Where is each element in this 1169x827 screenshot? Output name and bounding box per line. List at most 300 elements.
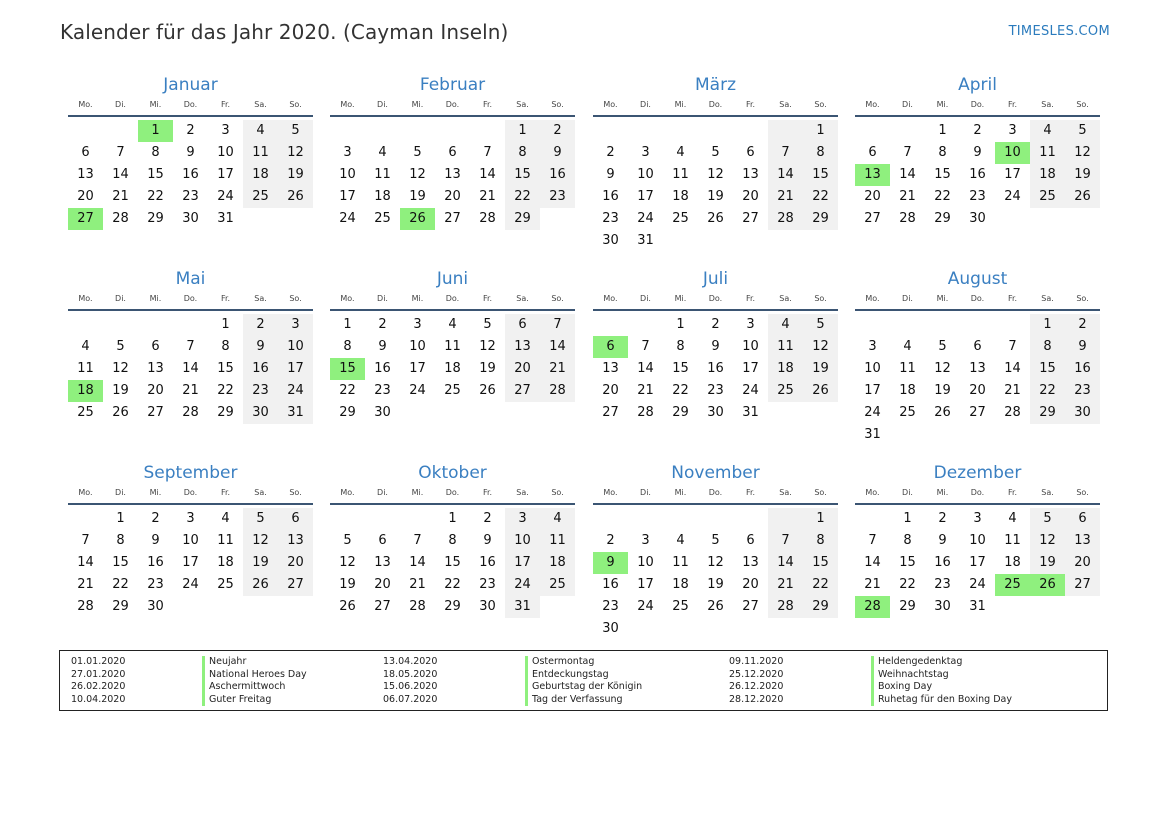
day-cell[interactable]: 19 (409, 189, 426, 204)
day-cell[interactable]: 23 (602, 211, 619, 226)
day-cell[interactable]: 25 (444, 383, 461, 398)
day-cell[interactable]: 5 (116, 339, 125, 354)
day-cell[interactable]: 6 (1065, 508, 1100, 530)
day-cell[interactable]: 1 (903, 511, 912, 526)
day-cell[interactable]: 25 (1030, 186, 1065, 208)
day-cell[interactable]: 20 (444, 189, 461, 204)
day-cell[interactable]: 10 (864, 361, 881, 376)
day-cell[interactable]: 11 (899, 361, 916, 376)
day-cell[interactable]: 26 (1030, 574, 1065, 596)
day-cell[interactable]: 4 (378, 145, 387, 160)
day-cell[interactable]: 15 (899, 555, 916, 570)
day-cell[interactable]: 17 (182, 555, 199, 570)
day-cell[interactable]: 2 (938, 511, 947, 526)
day-cell[interactable]: 2 (606, 145, 615, 160)
day-cell[interactable]: 19 (339, 577, 356, 592)
day-cell[interactable]: 3 (343, 145, 352, 160)
day-cell[interactable]: 15 (934, 167, 951, 182)
day-cell[interactable]: 7 (81, 533, 90, 548)
day-cell[interactable]: 12 (278, 142, 313, 164)
day-cell[interactable]: 28 (855, 596, 890, 618)
day-cell[interactable]: 3 (868, 339, 877, 354)
day-cell[interactable]: 14 (479, 167, 496, 182)
day-cell[interactable]: 6 (448, 145, 457, 160)
day-cell[interactable]: 30 (602, 233, 619, 248)
day-cell[interactable]: 13 (147, 361, 164, 376)
day-cell[interactable]: 25 (899, 405, 916, 420)
day-cell[interactable]: 23 (1065, 380, 1100, 402)
day-cell[interactable]: 10 (278, 336, 313, 358)
day-cell[interactable]: 31 (278, 402, 313, 424)
day-cell[interactable]: 21 (637, 383, 654, 398)
day-cell[interactable]: 16 (602, 189, 619, 204)
day-cell[interactable]: 21 (899, 189, 916, 204)
day-cell[interactable]: 25 (540, 574, 575, 596)
day-cell[interactable]: 17 (339, 189, 356, 204)
day-cell[interactable]: 9 (186, 145, 195, 160)
day-cell[interactable]: 30 (147, 599, 164, 614)
day-cell[interactable]: 7 (1008, 339, 1017, 354)
day-cell[interactable]: 18 (1030, 164, 1065, 186)
day-cell[interactable]: 22 (444, 577, 461, 592)
day-cell[interactable]: 31 (864, 427, 881, 442)
day-cell[interactable]: 11 (672, 555, 689, 570)
day-cell[interactable]: 24 (278, 380, 313, 402)
day-cell[interactable]: 16 (479, 555, 496, 570)
day-cell[interactable]: 29 (672, 405, 689, 420)
day-cell[interactable]: 10 (637, 555, 654, 570)
day-cell[interactable]: 23 (934, 577, 951, 592)
day-cell[interactable]: 29 (217, 405, 234, 420)
day-cell[interactable]: 29 (444, 599, 461, 614)
day-cell[interactable]: 12 (339, 555, 356, 570)
day-cell[interactable]: 24 (969, 577, 986, 592)
day-cell[interactable]: 26 (112, 405, 129, 420)
day-cell[interactable]: 15 (444, 555, 461, 570)
day-cell[interactable]: 1 (221, 317, 230, 332)
day-cell[interactable]: 8 (676, 339, 685, 354)
day-cell[interactable]: 25 (768, 380, 803, 402)
day-cell[interactable]: 26 (707, 211, 724, 226)
day-cell[interactable]: 1 (676, 317, 685, 332)
day-cell[interactable]: 6 (378, 533, 387, 548)
day-cell[interactable]: 17 (864, 383, 881, 398)
day-cell[interactable]: 2 (540, 120, 575, 142)
day-cell[interactable]: 30 (182, 211, 199, 226)
day-cell[interactable]: 9 (711, 339, 720, 354)
day-cell[interactable]: 12 (1030, 530, 1065, 552)
day-cell[interactable]: 13 (1065, 530, 1100, 552)
day-cell[interactable]: 30 (707, 405, 724, 420)
day-cell[interactable]: 24 (505, 574, 540, 596)
day-cell[interactable]: 30 (243, 402, 278, 424)
day-cell[interactable]: 11 (374, 167, 391, 182)
day-cell[interactable]: 15 (147, 167, 164, 182)
day-cell[interactable]: 9 (540, 142, 575, 164)
day-cell[interactable]: 23 (707, 383, 724, 398)
day-cell[interactable]: 18 (899, 383, 916, 398)
day-cell[interactable]: 6 (81, 145, 90, 160)
day-cell[interactable]: 2 (378, 317, 387, 332)
day-cell[interactable]: 21 (77, 577, 94, 592)
day-cell[interactable]: 8 (116, 533, 125, 548)
day-cell[interactable]: 29 (899, 599, 916, 614)
day-cell[interactable]: 16 (934, 555, 951, 570)
day-cell[interactable]: 22 (803, 574, 838, 596)
day-cell[interactable]: 23 (602, 599, 619, 614)
day-cell[interactable]: 13 (969, 361, 986, 376)
day-cell[interactable]: 9 (593, 552, 628, 574)
day-cell[interactable]: 18 (68, 380, 103, 402)
day-cell[interactable]: 15 (803, 164, 838, 186)
day-cell[interactable]: 12 (934, 361, 951, 376)
day-cell[interactable]: 31 (637, 233, 654, 248)
day-cell[interactable]: 13 (855, 164, 890, 186)
day-cell[interactable]: 17 (409, 361, 426, 376)
day-cell[interactable]: 23 (374, 383, 391, 398)
day-cell[interactable]: 4 (676, 145, 685, 160)
day-cell[interactable]: 25 (374, 211, 391, 226)
day-cell[interactable]: 24 (1004, 189, 1021, 204)
day-cell[interactable]: 11 (444, 339, 461, 354)
day-cell[interactable]: 3 (746, 317, 755, 332)
day-cell[interactable]: 30 (969, 211, 986, 226)
day-cell[interactable]: 25 (995, 574, 1030, 596)
day-cell[interactable]: 25 (672, 599, 689, 614)
day-cell[interactable]: 17 (637, 577, 654, 592)
day-cell[interactable]: 23 (479, 577, 496, 592)
day-cell[interactable]: 22 (672, 383, 689, 398)
day-cell[interactable]: 5 (711, 145, 720, 160)
day-cell[interactable]: 7 (413, 533, 422, 548)
day-cell[interactable]: 9 (938, 533, 947, 548)
day-cell[interactable]: 18 (672, 577, 689, 592)
day-cell[interactable]: 7 (483, 145, 492, 160)
day-cell[interactable]: 4 (903, 339, 912, 354)
day-cell[interactable]: 1 (938, 123, 947, 138)
day-cell[interactable]: 27 (444, 211, 461, 226)
day-cell[interactable]: 27 (602, 405, 619, 420)
day-cell[interactable]: 19 (243, 552, 278, 574)
day-cell[interactable]: 15 (505, 164, 540, 186)
day-cell[interactable]: 21 (864, 577, 881, 592)
day-cell[interactable]: 10 (339, 167, 356, 182)
day-cell[interactable]: 25 (672, 211, 689, 226)
day-cell[interactable]: 26 (479, 383, 496, 398)
day-cell[interactable]: 22 (112, 577, 129, 592)
day-cell[interactable]: 5 (343, 533, 352, 548)
day-cell[interactable]: 1 (116, 511, 125, 526)
day-cell[interactable]: 4 (1030, 120, 1065, 142)
day-cell[interactable]: 29 (505, 208, 540, 230)
day-cell[interactable]: 22 (803, 186, 838, 208)
day-cell[interactable]: 22 (147, 189, 164, 204)
day-cell[interactable]: 1 (448, 511, 457, 526)
day-cell[interactable]: 14 (540, 336, 575, 358)
day-cell[interactable]: 21 (1004, 383, 1021, 398)
day-cell[interactable]: 3 (278, 314, 313, 336)
day-cell[interactable]: 27 (278, 574, 313, 596)
day-cell[interactable]: 7 (641, 339, 650, 354)
day-cell[interactable]: 3 (641, 145, 650, 160)
day-cell[interactable]: 2 (243, 314, 278, 336)
day-cell[interactable]: 27 (1065, 574, 1100, 596)
day-cell[interactable]: 28 (409, 599, 426, 614)
day-cell[interactable]: 28 (182, 405, 199, 420)
day-cell[interactable]: 30 (602, 621, 619, 636)
day-cell[interactable]: 5 (483, 317, 492, 332)
day-cell[interactable]: 6 (278, 508, 313, 530)
day-cell[interactable]: 14 (1004, 361, 1021, 376)
day-cell[interactable]: 4 (221, 511, 230, 526)
day-cell[interactable]: 14 (768, 164, 803, 186)
day-cell[interactable]: 29 (1030, 402, 1065, 424)
day-cell[interactable]: 28 (768, 596, 803, 618)
day-cell[interactable]: 27 (969, 405, 986, 420)
day-cell[interactable]: 30 (934, 599, 951, 614)
day-cell[interactable]: 27 (147, 405, 164, 420)
day-cell[interactable]: 26 (803, 380, 838, 402)
day-cell[interactable]: 1 (343, 317, 352, 332)
day-cell[interactable]: 20 (374, 577, 391, 592)
day-cell[interactable]: 8 (221, 339, 230, 354)
day-cell[interactable]: 16 (374, 361, 391, 376)
day-cell[interactable]: 17 (505, 552, 540, 574)
day-cell[interactable]: 28 (112, 211, 129, 226)
day-cell[interactable]: 19 (707, 189, 724, 204)
day-cell[interactable]: 1 (1030, 314, 1065, 336)
day-cell[interactable]: 27 (505, 380, 540, 402)
day-cell[interactable]: 3 (641, 533, 650, 548)
day-cell[interactable]: 17 (217, 167, 234, 182)
day-cell[interactable]: 8 (1030, 336, 1065, 358)
day-cell[interactable]: 4 (540, 508, 575, 530)
day-cell[interactable]: 10 (217, 145, 234, 160)
day-cell[interactable]: 13 (444, 167, 461, 182)
day-cell[interactable]: 9 (1065, 336, 1100, 358)
day-cell[interactable]: 6 (151, 339, 160, 354)
day-cell[interactable]: 20 (969, 383, 986, 398)
day-cell[interactable]: 14 (77, 555, 94, 570)
day-cell[interactable]: 13 (742, 167, 759, 182)
day-cell[interactable]: 22 (934, 189, 951, 204)
day-cell[interactable]: 6 (973, 339, 982, 354)
day-cell[interactable]: 11 (1030, 142, 1065, 164)
day-cell[interactable]: 17 (969, 555, 986, 570)
day-cell[interactable]: 12 (803, 336, 838, 358)
day-cell[interactable]: 8 (803, 142, 838, 164)
day-cell[interactable]: 7 (903, 145, 912, 160)
day-cell[interactable]: 4 (448, 317, 457, 332)
day-cell[interactable]: 1 (505, 120, 540, 142)
day-cell[interactable]: 24 (864, 405, 881, 420)
day-cell[interactable]: 16 (969, 167, 986, 182)
day-cell[interactable]: 11 (768, 336, 803, 358)
day-cell[interactable]: 27 (864, 211, 881, 226)
day-cell[interactable]: 6 (746, 145, 755, 160)
day-cell[interactable]: 14 (899, 167, 916, 182)
day-cell[interactable]: 2 (186, 123, 195, 138)
day-cell[interactable]: 7 (540, 314, 575, 336)
day-cell[interactable]: 17 (1004, 167, 1021, 182)
day-cell[interactable]: 12 (1065, 142, 1100, 164)
day-cell[interactable]: 2 (711, 317, 720, 332)
day-cell[interactable]: 10 (637, 167, 654, 182)
day-cell[interactable]: 27 (68, 208, 103, 230)
day-cell[interactable]: 22 (1030, 380, 1065, 402)
day-cell[interactable]: 18 (243, 164, 278, 186)
day-cell[interactable]: 11 (77, 361, 94, 376)
day-cell[interactable]: 24 (637, 211, 654, 226)
day-cell[interactable]: 10 (409, 339, 426, 354)
day-cell[interactable]: 7 (116, 145, 125, 160)
day-cell[interactable]: 3 (973, 511, 982, 526)
day-cell[interactable]: 5 (711, 533, 720, 548)
day-cell[interactable]: 8 (803, 530, 838, 552)
day-cell[interactable]: 28 (1004, 405, 1021, 420)
day-cell[interactable]: 26 (278, 186, 313, 208)
day-cell[interactable]: 13 (77, 167, 94, 182)
day-cell[interactable]: 25 (77, 405, 94, 420)
day-cell[interactable]: 29 (147, 211, 164, 226)
day-cell[interactable]: 10 (995, 142, 1030, 164)
day-cell[interactable]: 20 (278, 552, 313, 574)
day-cell[interactable]: 16 (243, 358, 278, 380)
day-cell[interactable]: 16 (1065, 358, 1100, 380)
day-cell[interactable]: 10 (505, 530, 540, 552)
day-cell[interactable]: 13 (742, 555, 759, 570)
day-cell[interactable]: 11 (1004, 533, 1021, 548)
day-cell[interactable]: 19 (479, 361, 496, 376)
day-cell[interactable]: 24 (742, 383, 759, 398)
day-cell[interactable]: 28 (899, 211, 916, 226)
day-cell[interactable]: 4 (81, 339, 90, 354)
day-cell[interactable]: 3 (505, 508, 540, 530)
day-cell[interactable]: 1 (803, 120, 838, 142)
day-cell[interactable]: 9 (606, 167, 615, 182)
day-cell[interactable]: 7 (768, 142, 803, 164)
day-cell[interactable]: 26 (934, 405, 951, 420)
day-cell[interactable]: 8 (903, 533, 912, 548)
day-cell[interactable]: 3 (221, 123, 230, 138)
day-cell[interactable]: 2 (606, 533, 615, 548)
day-cell[interactable]: 21 (409, 577, 426, 592)
day-cell[interactable]: 19 (278, 164, 313, 186)
day-cell[interactable]: 11 (540, 530, 575, 552)
day-cell[interactable]: 23 (969, 189, 986, 204)
day-cell[interactable]: 4 (676, 533, 685, 548)
day-cell[interactable]: 2 (483, 511, 492, 526)
day-cell[interactable]: 28 (540, 380, 575, 402)
day-cell[interactable]: 3 (1008, 123, 1017, 138)
day-cell[interactable]: 18 (374, 189, 391, 204)
day-cell[interactable]: 17 (637, 189, 654, 204)
day-cell[interactable]: 13 (602, 361, 619, 376)
day-cell[interactable]: 30 (1065, 402, 1100, 424)
day-cell[interactable]: 1 (138, 120, 173, 142)
day-cell[interactable]: 31 (969, 599, 986, 614)
day-cell[interactable]: 19 (934, 383, 951, 398)
day-cell[interactable]: 6 (505, 314, 540, 336)
day-cell[interactable]: 20 (147, 383, 164, 398)
day-cell[interactable]: 14 (768, 552, 803, 574)
day-cell[interactable]: 9 (243, 336, 278, 358)
day-cell[interactable]: 28 (768, 208, 803, 230)
day-cell[interactable]: 17 (742, 361, 759, 376)
day-cell[interactable]: 24 (182, 577, 199, 592)
day-cell[interactable]: 29 (934, 211, 951, 226)
day-cell[interactable]: 7 (768, 530, 803, 552)
day-cell[interactable]: 22 (217, 383, 234, 398)
day-cell[interactable]: 9 (483, 533, 492, 548)
day-cell[interactable]: 21 (182, 383, 199, 398)
day-cell[interactable]: 2 (1065, 314, 1100, 336)
day-cell[interactable]: 18 (444, 361, 461, 376)
day-cell[interactable]: 4 (243, 120, 278, 142)
day-cell[interactable]: 23 (182, 189, 199, 204)
day-cell[interactable]: 3 (413, 317, 422, 332)
day-cell[interactable]: 21 (768, 186, 803, 208)
day-cell[interactable]: 29 (803, 208, 838, 230)
day-cell[interactable]: 25 (243, 186, 278, 208)
day-cell[interactable]: 12 (479, 339, 496, 354)
day-cell[interactable]: 11 (243, 142, 278, 164)
day-cell[interactable]: 8 (151, 145, 160, 160)
day-cell[interactable]: 9 (973, 145, 982, 160)
day-cell[interactable]: 16 (182, 167, 199, 182)
day-cell[interactable]: 20 (77, 189, 94, 204)
day-cell[interactable]: 24 (637, 599, 654, 614)
day-cell[interactable]: 26 (707, 599, 724, 614)
day-cell[interactable]: 5 (278, 120, 313, 142)
day-cell[interactable]: 8 (505, 142, 540, 164)
day-cell[interactable]: 16 (540, 164, 575, 186)
day-cell[interactable]: 5 (413, 145, 422, 160)
day-cell[interactable]: 2 (151, 511, 160, 526)
day-cell[interactable]: 25 (217, 577, 234, 592)
day-cell[interactable]: 8 (938, 145, 947, 160)
day-cell[interactable]: 4 (1008, 511, 1017, 526)
day-cell[interactable]: 31 (742, 405, 759, 420)
day-cell[interactable]: 20 (602, 383, 619, 398)
day-cell[interactable]: 5 (803, 314, 838, 336)
day-cell[interactable]: 27 (742, 211, 759, 226)
day-cell[interactable]: 2 (973, 123, 982, 138)
day-cell[interactable]: 15 (217, 361, 234, 376)
day-cell[interactable]: 8 (448, 533, 457, 548)
day-cell[interactable]: 10 (742, 339, 759, 354)
day-cell[interactable]: 20 (742, 189, 759, 204)
day-cell[interactable]: 29 (339, 405, 356, 420)
day-cell[interactable]: 13 (505, 336, 540, 358)
day-cell[interactable]: 14 (112, 167, 129, 182)
day-cell[interactable]: 15 (672, 361, 689, 376)
day-cell[interactable]: 1 (803, 508, 838, 530)
day-cell[interactable]: 23 (540, 186, 575, 208)
day-cell[interactable]: 19 (112, 383, 129, 398)
day-cell[interactable]: 24 (217, 189, 234, 204)
day-cell[interactable]: 22 (339, 383, 356, 398)
day-cell[interactable]: 31 (505, 596, 540, 618)
day-cell[interactable]: 10 (969, 533, 986, 548)
day-cell[interactable]: 27 (374, 599, 391, 614)
day-cell[interactable]: 20 (742, 577, 759, 592)
day-cell[interactable]: 24 (339, 211, 356, 226)
day-cell[interactable]: 18 (540, 552, 575, 574)
day-cell[interactable]: 19 (1030, 552, 1065, 574)
day-cell[interactable]: 15 (803, 552, 838, 574)
day-cell[interactable]: 20 (1065, 552, 1100, 574)
